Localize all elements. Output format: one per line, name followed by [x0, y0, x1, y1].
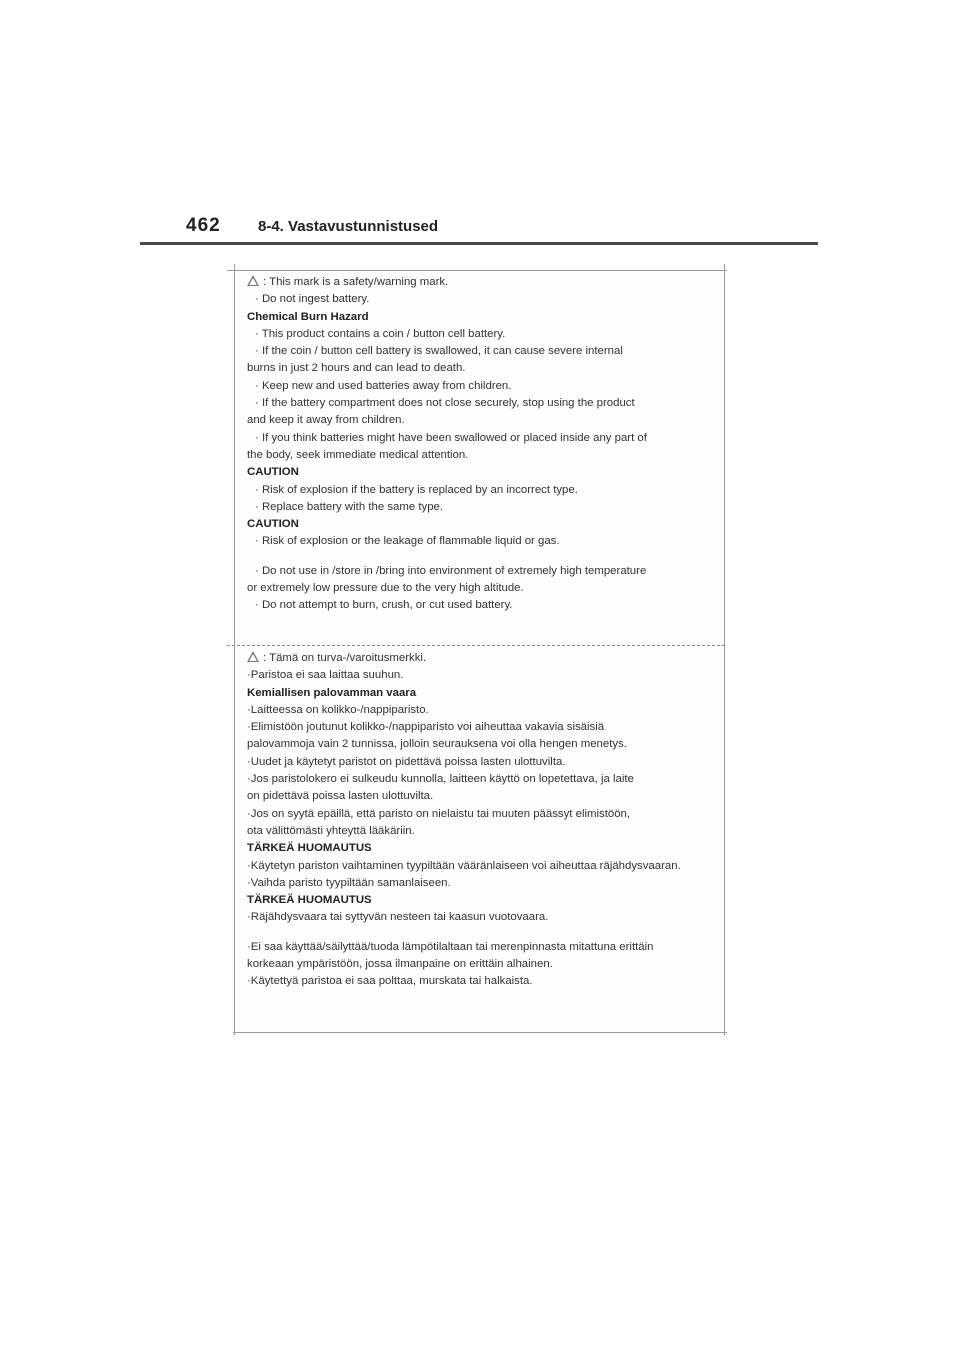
- ingest-warning: · Do not ingest battery.: [255, 293, 370, 306]
- language-divider: [227, 645, 725, 646]
- compartment-line-2: and keep it away from children.: [247, 414, 405, 427]
- warning-triangle-icon: [247, 275, 259, 286]
- page-number: 462: [186, 215, 221, 236]
- header-divider: [140, 242, 818, 245]
- fi-medical-attention-line-2: ota välittömästi yhteyttä lääkäriin.: [247, 824, 415, 837]
- fi-same-type-line: ·Vaihda paristo tyypiltään samanlaiseen.: [247, 876, 451, 889]
- fi-keep-away-line: ·Uudet ja käytetyt paristot on pidettävä poissa lasten ulottuvilta.: [247, 755, 566, 768]
- compartment-line-1: · If the battery compartment does not close securely, stop using the product: [255, 397, 635, 410]
- battery-warning-label: [234, 264, 725, 1035]
- fi-swallowed-line-1: ·Elimistöön joutunut kolikko-/nappiparisto voi aiheuttaa vakavia sisäisiä: [247, 721, 605, 734]
- fi-leakage-line: ·Räjähdysvaara tai syttyvän nesteen tai kaasun vuotovaara.: [247, 911, 549, 924]
- fi-environment-line-1: ·Ei saa käyttää/säilyttää/tuoda lämpötilaltaan tai merenpinnasta mitattuna erittäin: [247, 940, 654, 953]
- environment-line-1: · Do not use in /store in /bring into environment of extremely high temperature: [255, 564, 647, 577]
- fi-mark-note-line: [247, 650, 717, 667]
- fi-caution-heading-2: TÄRKEÄ HUOMAUTUS: [247, 894, 372, 907]
- label-bottom-border: [233, 1032, 727, 1033]
- warning-triangle-icon: [247, 651, 259, 662]
- contains-battery-line: · This product contains a coin / button cell battery.: [255, 327, 506, 340]
- incorrect-type-line: · Risk of explosion if the battery is replaced by an incorrect type.: [255, 483, 578, 496]
- swallowed-line-2: burns in just 2 hours and can lead to death.: [247, 362, 466, 375]
- same-type-line: · Replace battery with the same type.: [255, 500, 444, 513]
- label-top-border: [227, 270, 727, 271]
- leakage-line: · Risk of explosion or the leakage of flammable liquid or gas.: [255, 535, 560, 548]
- fi-environment-line-2: korkeaan ympäristöön, jossa ilmanpaine on erittäin alhainen.: [247, 958, 553, 971]
- fi-caution-heading-1: TÄRKEÄ HUOMAUTUS: [247, 842, 372, 855]
- fi-compartment-line-2: on pidettävä poissa lasten ulottuvilta.: [247, 790, 434, 803]
- fi-chemical-burn-heading: Kemiallisen palovamman vaara: [247, 686, 417, 699]
- fi-section-spacer: [247, 927, 717, 939]
- medical-attention-line-2: the body, seek immediate medical attention.: [247, 448, 469, 461]
- fi-compartment-line-1: ·Jos paristolokero ei sulkeudu kunnolla, laitteen käyttö on lopetettava, ja laite: [247, 773, 634, 786]
- caution-heading-1: CAUTION: [247, 466, 299, 479]
- fi-contains-battery-line: ·Laitteessa on kolikko-/nappiparisto.: [247, 703, 429, 716]
- section-title: 8-4. Vastavustunnistused: [258, 218, 439, 235]
- fi-swallowed-line-2: palovammoja vain 2 tunnissa, jolloin seurauksena voi olla hengen menetys.: [247, 738, 627, 751]
- swallowed-line-1: · If the coin / button cell battery is swallowed, it can cause severe internal: [255, 345, 623, 358]
- fi-ingest-warning: ·Paristoa ei saa laittaa suuhun.: [247, 669, 404, 682]
- mark-note-line: [247, 274, 717, 291]
- environment-line-2: or extremely low pressure due to the very high altitude.: [247, 582, 524, 595]
- english-warning-text: [247, 274, 717, 615]
- fi-incorrect-type-line: ·Käytetyn pariston vaihtaminen tyypiltään vääränlaiseen voi aiheuttaa räjähdysvaaran.: [247, 859, 681, 872]
- caution-heading-2: CAUTION: [247, 518, 299, 531]
- chemical-burn-heading: Chemical Burn Hazard: [247, 310, 369, 323]
- section-spacer: [247, 551, 717, 563]
- medical-attention-line-1: · If you think batteries might have been swallowed or placed inside any part of: [255, 431, 647, 444]
- fi-medical-attention-line-1: ·Jos on syytä epäillä, että paristo on nielaistu tai muuten päässyt elimistöön,: [247, 807, 631, 820]
- burn-line: · Do not attempt to burn, crush, or cut used battery.: [255, 599, 513, 612]
- fi-mark-note-text: : Tämä on turva-/varoitusmerkki.: [263, 652, 427, 664]
- keep-away-line: · Keep new and used batteries away from children.: [255, 379, 512, 392]
- finnish-warning-text: [247, 650, 717, 991]
- mark-note-text: : This mark is a safety/warning mark.: [263, 276, 449, 288]
- fi-burn-line: ·Käytettyä paristoa ei saa polttaa, murskata tai halkaista.: [247, 975, 533, 988]
